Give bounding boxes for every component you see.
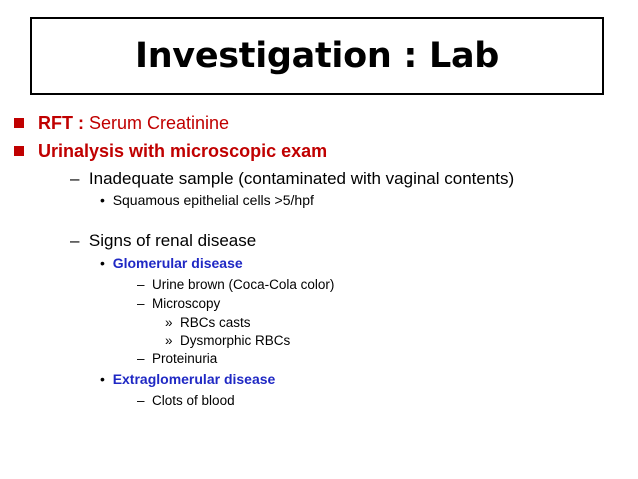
dot-marker: • xyxy=(100,371,105,387)
sub-item-clots xyxy=(137,393,235,408)
dash-marker: – xyxy=(137,277,145,292)
title-box xyxy=(30,17,604,95)
sub-item-microscopy xyxy=(137,296,220,311)
sub-item-extraglomerular xyxy=(100,371,275,387)
dash-marker: – xyxy=(70,169,80,188)
urinalysis-label: Urinalysis with microscopic exam xyxy=(38,141,328,161)
sub-item-dysmorphic-rbcs xyxy=(165,333,290,348)
sub-item-glomerular xyxy=(100,255,243,271)
double-arrow-marker: » xyxy=(165,315,173,330)
square-bullet-icon xyxy=(14,118,24,128)
bullet-urinalysis xyxy=(14,141,327,162)
bullet-rft xyxy=(14,113,229,134)
double-arrow-marker: » xyxy=(165,333,173,348)
rft-label: RFT : xyxy=(38,113,84,133)
dash-marker: – xyxy=(137,393,145,408)
rft-value: Serum Creatinine xyxy=(83,113,230,133)
sub-item-urine-brown xyxy=(137,277,334,292)
dash-marker: – xyxy=(137,351,145,366)
sub-item-squamous xyxy=(100,192,314,208)
dash-marker: – xyxy=(137,296,145,311)
dot-marker: • xyxy=(100,255,105,271)
dot-marker: • xyxy=(100,192,105,208)
proteinuria-text: Proteinuria xyxy=(152,351,218,366)
sub-item-inadequate-sample xyxy=(70,169,514,189)
sub-item-renal-signs xyxy=(70,231,256,251)
dysmorphic-rbcs-text: Dysmorphic RBCs xyxy=(180,333,291,348)
sub-item-rbc-casts xyxy=(165,315,251,330)
extraglomerular-text: Extraglomerular disease xyxy=(112,371,276,387)
slide-title: Investigation : Lab xyxy=(134,36,500,76)
renal-signs-text: Signs of renal disease xyxy=(88,231,257,250)
clots-text: Clots of blood xyxy=(152,393,235,408)
glomerular-text: Glomerular disease xyxy=(112,255,243,271)
microscopy-text: Microscopy xyxy=(152,296,221,311)
inadequate-sample-text: Inadequate sample (contaminated with vaginal contents) xyxy=(88,169,515,188)
squamous-text: Squamous epithelial cells >5/hpf xyxy=(112,192,314,208)
dash-marker: – xyxy=(70,231,80,250)
urine-brown-text: Urine brown (Coca-Cola color) xyxy=(152,277,335,292)
sub-item-proteinuria xyxy=(137,351,217,366)
rbc-casts-text: RBCs casts xyxy=(180,315,251,330)
square-bullet-icon xyxy=(14,146,24,156)
